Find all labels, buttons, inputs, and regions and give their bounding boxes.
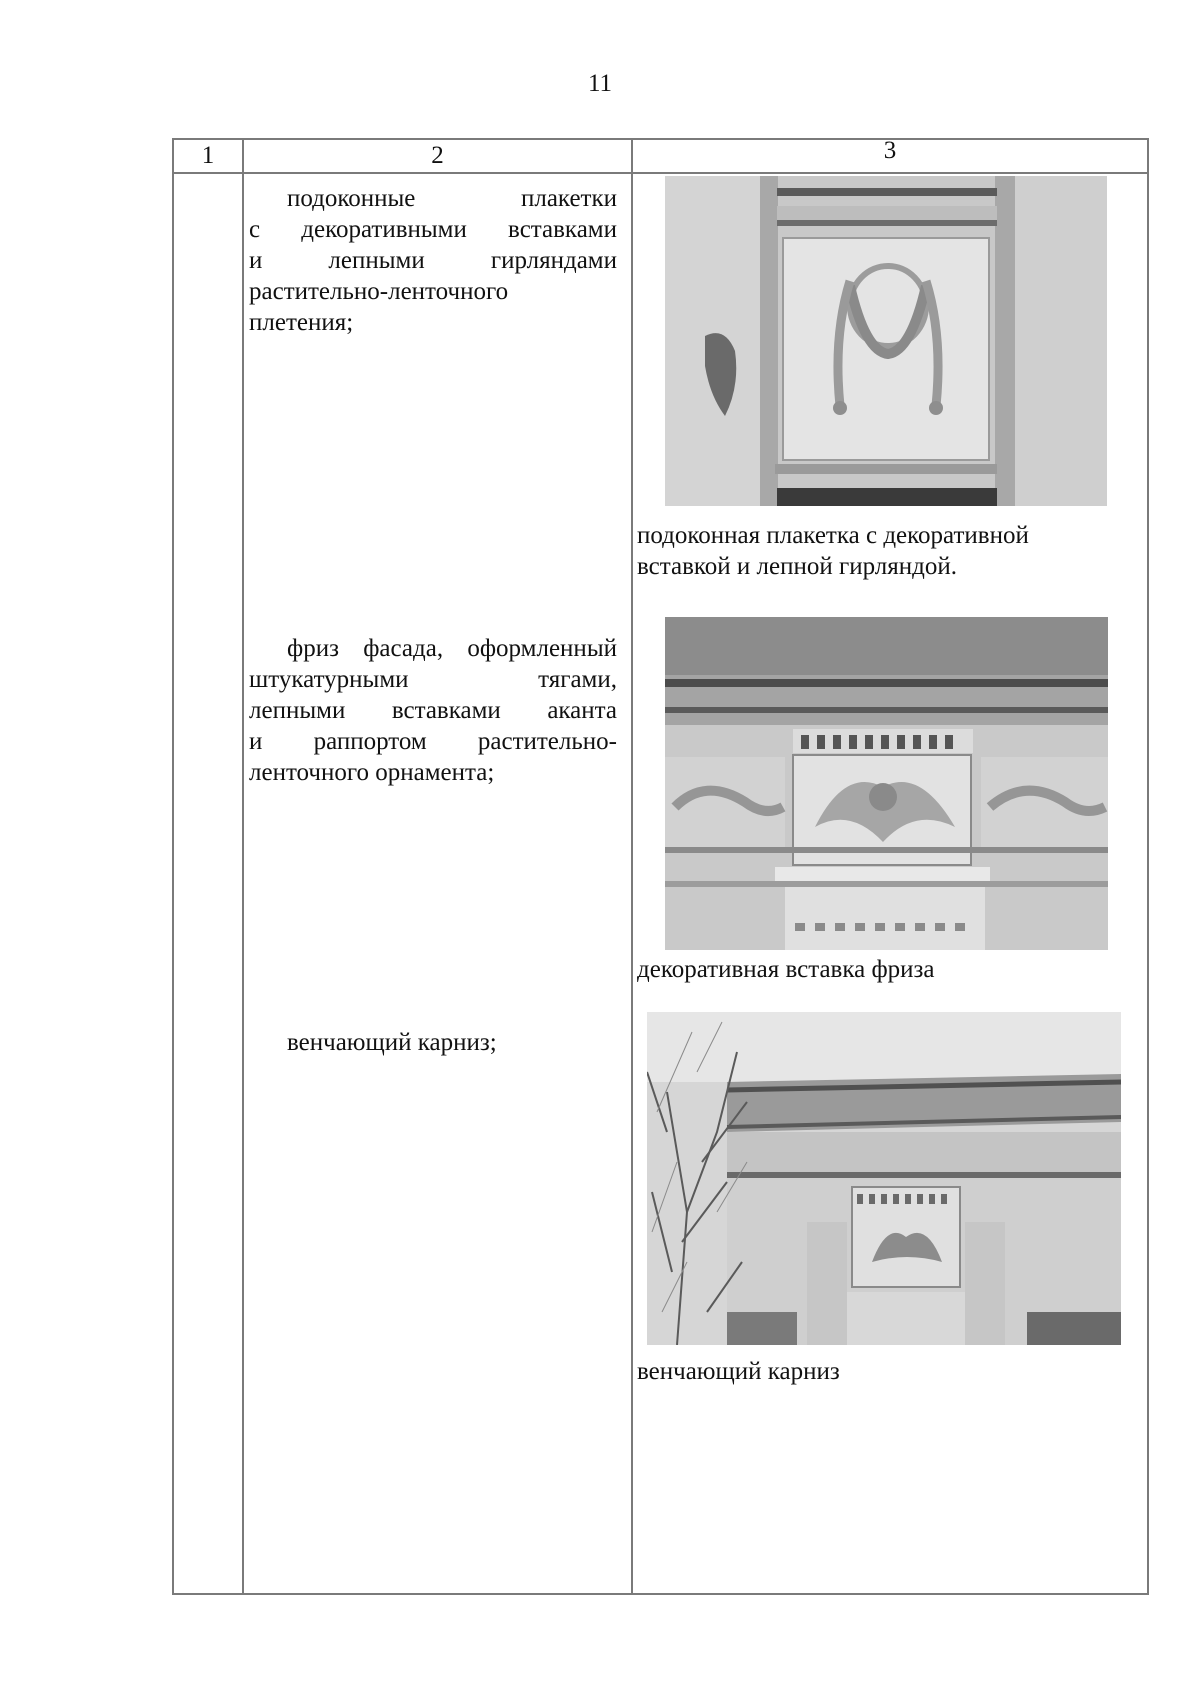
crowning-cornice-photo: [647, 1012, 1121, 1345]
row-2-description: [249, 633, 617, 788]
row-2-description-line: штукатурными тягами,: [249, 666, 617, 693]
row-1-description-line: и лепными гирляндами: [249, 247, 617, 274]
row-1-description-line: плетения;: [249, 309, 354, 336]
row-3-caption-line: венчающий карниз: [637, 1358, 840, 1385]
column-divider-1: [242, 138, 244, 1595]
window-plaque-photo: [665, 176, 1107, 506]
row-2-description-line: и раппортом растительно-: [249, 728, 617, 755]
row-3-description-line: венчающий карниз;: [287, 1029, 497, 1056]
row-3-description: [249, 1027, 617, 1058]
row-3-caption: [637, 1356, 1137, 1387]
row-1-caption: [637, 520, 1137, 582]
table-left-border: [172, 138, 174, 1595]
column-divider-2: [631, 138, 633, 1595]
table-right-border: [1147, 138, 1149, 1595]
row-1-description: [249, 183, 617, 338]
table-bottom-border: [172, 1593, 1149, 1595]
frieze-insert-photo: [665, 617, 1108, 950]
row-1-caption-line: подоконная плакетка с декоративной: [637, 522, 1029, 549]
column-header-3: 3: [883, 137, 897, 164]
row-1-description-line: с декоративными вставками: [249, 216, 617, 243]
row-1-caption-line: вставкой и лепной гирляндой.: [637, 553, 957, 580]
column-header-2: 2: [431, 142, 444, 169]
row-2-description-line: фриз фасада, оформленный: [287, 635, 617, 662]
row-1-description-line: растительно-ленточного: [249, 278, 509, 305]
page-number: 11: [587, 70, 613, 97]
row-2-description-line: лепными вставками аканта: [249, 697, 617, 724]
row-2-caption: [637, 954, 1137, 985]
row-1-description-line: подоконные плакетки: [287, 185, 617, 212]
row-2-description-line: ленточного орнамента;: [249, 759, 495, 786]
row-2-caption-line: декоративная вставка фриза: [637, 956, 935, 983]
column-header-1: 1: [201, 142, 215, 169]
